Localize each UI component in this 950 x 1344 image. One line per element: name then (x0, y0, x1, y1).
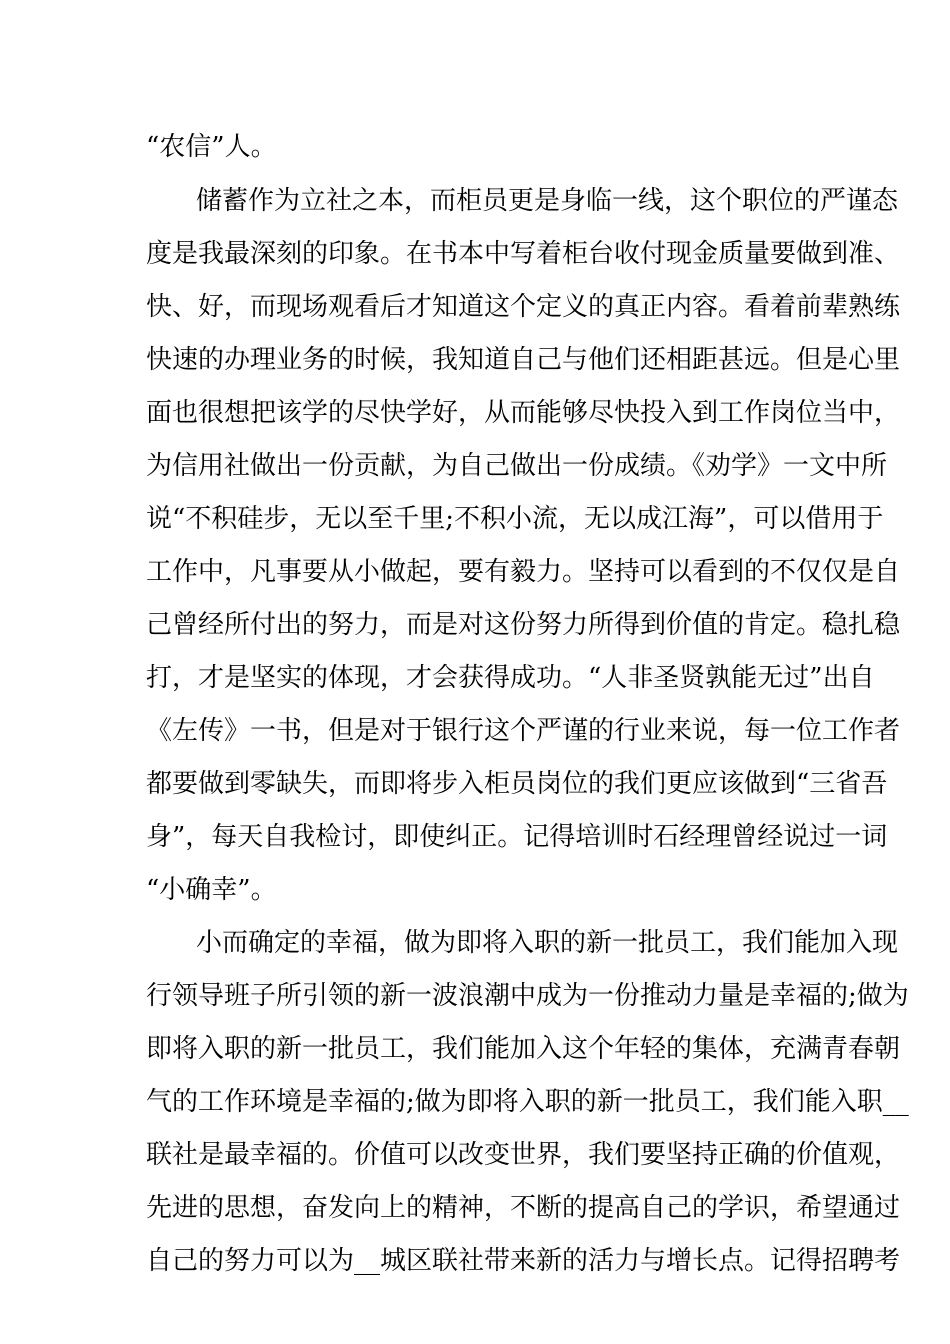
text-line: 即将入职的新一批员工，我们能加入这个年轻的集体，充满青春朝 (146, 1034, 901, 1064)
text-line: 身”，每天自我检讨，即使纠正。记得培训时石经理曾经说过一词 (146, 822, 888, 852)
text-line: 为信用社做出一份贡献，为自己做出一份成绩。《劝学》一文中所 (146, 451, 888, 481)
text-line: 气的工作环境是幸福的;做为即将入职的新一批员工，我们能入职__ (146, 1087, 909, 1117)
text-line: “小确幸”。 (146, 875, 277, 905)
text-line: “农信”人。 (146, 132, 277, 162)
text-line: 先进的思想，奋发向上的精神，不断的提高自己的学识，希望通过 (146, 1193, 901, 1223)
text-line: 行领导班子所引领的新一波浪潮中成为一份推动力量是幸福的;做为 (146, 981, 909, 1011)
text-line: 己曾经所付出的努力，而是对这份努力所得到价值的肯定。稳扎稳 (146, 610, 901, 640)
paragraph-first-line: 小而确定的幸福，做为即将入职的新一批员工，我们能加入现 (196, 928, 899, 958)
text-line: 快速的办理业务的时候，我知道自己与他们还相距甚远。但是心里 (146, 345, 901, 375)
text-line: 说“不积硅步，无以至千里;不积小流，无以成江海”，可以借用于 (146, 504, 884, 534)
text-line: 打，才是坚实的体现，才会获得成功。“人非圣贤孰能无过”出自 (146, 663, 875, 693)
text-line: 联社是最幸福的。价值可以改变世界，我们要坚持正确的价值观， (146, 1140, 901, 1170)
text-line: 度是我最深刻的印象。在书本中写着柜台收付现金质量要做到准、 (146, 239, 901, 269)
text-line: 快、好，而现场观看后才知道这个定义的真正内容。看着前辈熟练 (146, 292, 901, 322)
paragraph-first-line: 储蓄作为立社之本，而柜员更是身临一线，这个职位的严谨态 (196, 186, 899, 216)
text-line: 自己的努力可以为__城区联社带来新的活力与增长点。记得招聘考 (146, 1246, 901, 1276)
text-line: 都要做到零缺失，而即将步入柜员岗位的我们更应该做到“三省吾 (146, 769, 888, 799)
text-line: 面也很想把该学的尽快学好，从而能够尽快投入到工作岗位当中， (146, 398, 901, 428)
text-line: 《左传》一书，但是对于银行这个严谨的行业来说，每一位工作者 (146, 716, 901, 746)
text-line: 工作中，凡事要从小做起，要有毅力。坚持可以看到的不仅仅是自 (146, 557, 901, 587)
